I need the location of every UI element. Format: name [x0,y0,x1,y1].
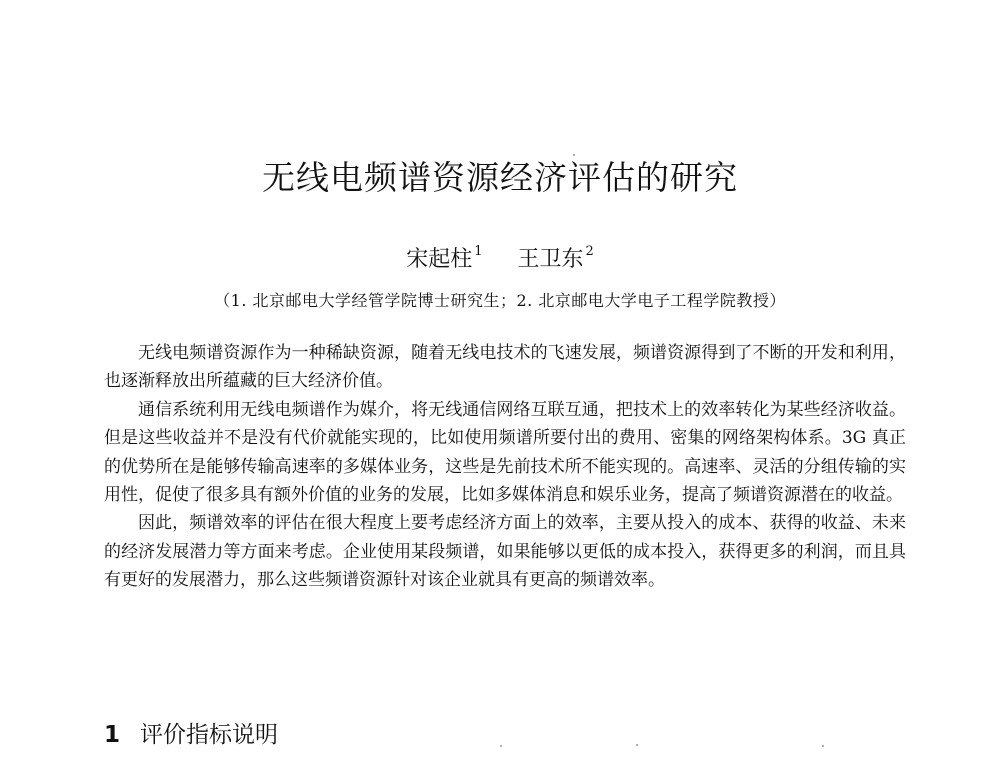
body-text [104,339,906,595]
scan-speck [500,745,502,747]
author-name: 宋起柱 [406,247,473,273]
paragraph: 因此，频谱效率的评估在很大程度上要考虑经济方面上的效率，主要从投入的成本、获得的收益、未来的经济发展潜力等方面来考虑。企业使用某段频谱，如果能够以更低的成本投入，获得更多的利润，而且具有更好的发展潜力，那么这些频谱资源针对该企业就具有更高的频谱效率。 [104,513,906,591]
scan-speck [822,745,824,747]
section-number: 1 [104,722,121,748]
section-title: 评价指标说明 [140,722,279,748]
author-2 [517,244,594,273]
author-1 [406,244,483,273]
paper-title: 无线电频谱资源经济评估的研究 [262,158,738,197]
affiliation: （1. 北京邮电大学经管学院博士研究生；2. 北京邮电大学电子工程学院教授） [214,291,786,310]
author-affiliation-mark: 2 [585,244,594,259]
scan-speck [573,154,575,156]
paragraph: 无线电频谱资源作为一种稀缺资源，随着无线电技术的飞速发展，频谱资源得到了不断的开发和利用，也逐渐释放出所蕴藏的巨大经济价值。 [104,343,906,392]
author-line [0,240,1000,275]
paragraph: 通信系统利用无线电频谱作为媒介，将无线通信网络互联互通，把技术上的效率转化为某些经济收益。但是这些收益并不是没有代价就能实现的，比如使用频谱所要付出的费用、密集的网络架构体系。3G 真正的优势所在是能够传输高速率的多媒体业务，这些是先前技术所不能实现的。高速率、灵活的分组传输的实用性，促使了很多具有额外价值的业务的发展，比如多媒体消息和娱乐业务，提高了频谱资源潜在的收益。 [104,399,906,506]
author-affiliation-mark: 1 [474,244,483,259]
scan-speck [636,744,638,746]
author-name: 王卫东 [517,247,584,273]
section-heading [104,719,278,751]
